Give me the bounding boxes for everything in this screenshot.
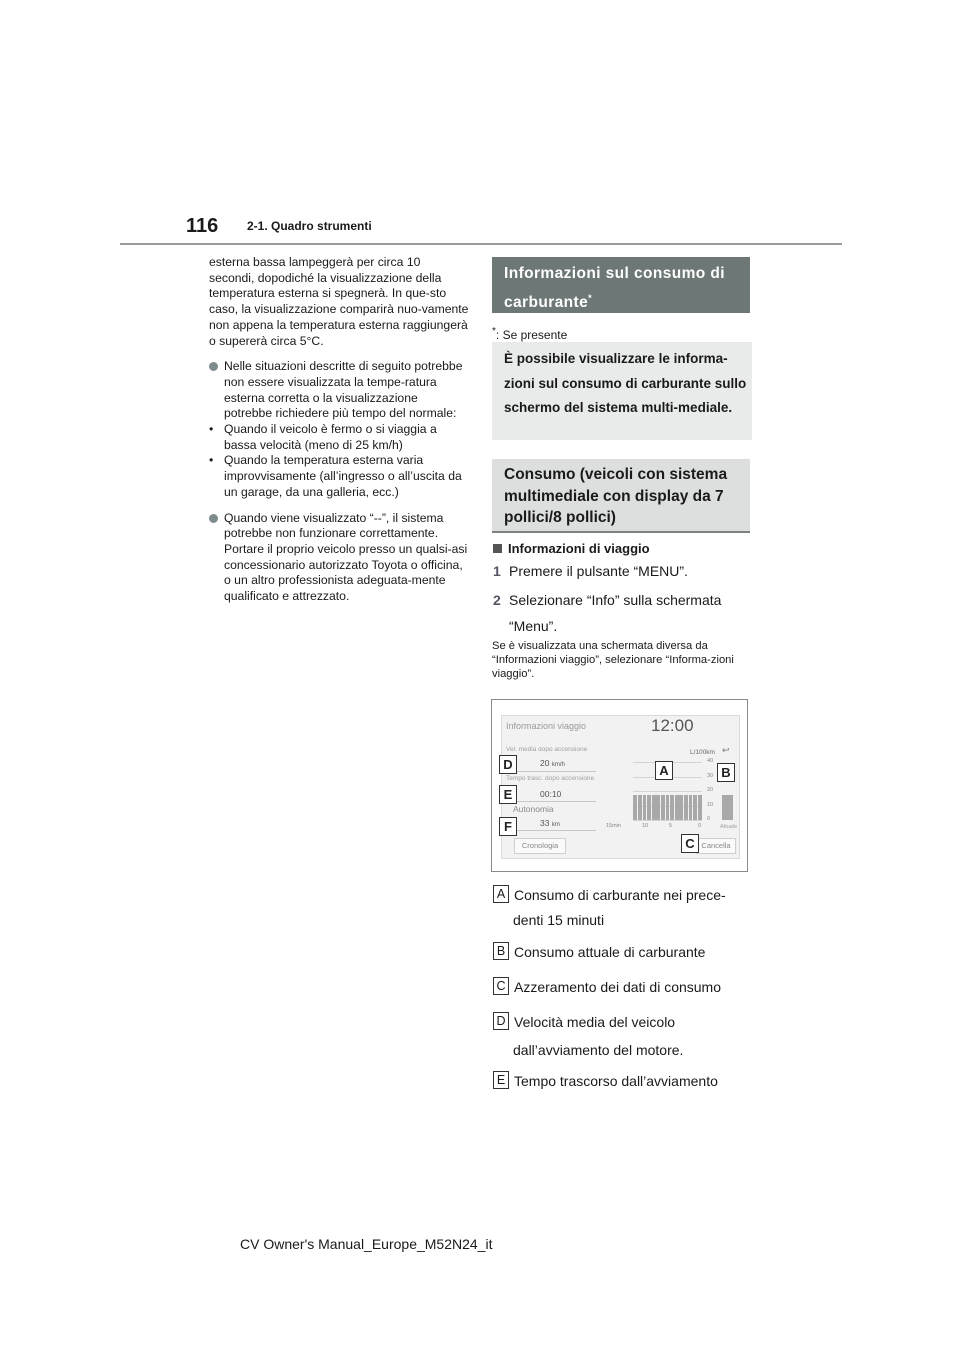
range-value <box>540 818 560 828</box>
separator <box>506 830 596 831</box>
footnote <box>492 326 567 342</box>
chart-bar <box>689 795 693 820</box>
chart-current-bar <box>722 795 733 820</box>
trip-info-screen-figure <box>491 699 748 872</box>
bullet-dot-icon <box>209 514 218 523</box>
clear-button[interactable]: Cancella <box>696 838 736 854</box>
sub-item-1-text: Quando il veicolo è fermo o si viaggia a bassa velocità (meno di 25 km/h) <box>224 422 437 452</box>
footnote-text: : Se presente <box>495 328 568 342</box>
chart-bar <box>666 795 670 820</box>
chart-bar <box>638 795 642 820</box>
chart-y-tick: 0 <box>707 816 711 822</box>
step-1-text: Premere il pulsante “MENU”. <box>509 563 688 579</box>
chart-y-tick: 30 <box>707 772 714 779</box>
history-button[interactable]: Cronologia <box>514 838 566 854</box>
bullet-1-text: Nelle situazioni descritte di seguito potrebbe non essere visualizzata la tempe-ratura esterna corretta o la visualizzazione potrebbe richiedere più tempo del normale: <box>224 359 463 421</box>
range-label: Autonomia <box>513 804 554 814</box>
legend-b <box>493 938 705 967</box>
chart-y-tick: 40 <box>707 758 714 764</box>
callout-a: A <box>655 761 673 780</box>
elapsed-label: Tempo trasc. dopo accensione <box>506 775 595 782</box>
left-column <box>209 255 469 605</box>
chart-bar <box>698 795 702 820</box>
legend-d-continued: dall’avviamento del motore. <box>513 1042 684 1058</box>
screen-title: Informazioni viaggio <box>506 721 587 731</box>
chart-bar <box>679 795 683 820</box>
legend-c-letter: C <box>493 977 509 995</box>
chart-bar <box>693 795 697 820</box>
page-number: 116 <box>186 215 219 237</box>
sub-item-2-text: Quando la temperatura esterna varia improvvisamente (all’ingresso o all’uscita da un garage, da una galleria, ecc.) <box>224 453 462 499</box>
step-1 <box>493 558 729 584</box>
callout-d: D <box>499 755 517 774</box>
step-2-number: 2 <box>493 592 501 608</box>
current-label: Attuale <box>720 824 738 830</box>
info-summary-text: È possibile visualizzare le informa-zioni sul consumo di carburante sullo schermo del sistema multi-mediale. <box>504 351 747 415</box>
consumption-heading: Consumo (veicoli con sistema multimediale con display da 7 pollici/8 pollici) <box>504 466 728 526</box>
legend-d <box>493 1008 675 1037</box>
step-1-number: 1 <box>493 563 501 579</box>
legend-e <box>493 1067 718 1096</box>
fuel-info-heading: Informazioni sul consumo di carburante <box>504 265 725 312</box>
fuel-info-heading-box <box>492 257 750 313</box>
bullet-paragraph-2 <box>209 511 469 605</box>
chart-x-tick: 15min <box>606 823 621 829</box>
screen-clock: 12:00 <box>651 716 694 735</box>
consumption-heading-box <box>492 459 750 533</box>
legend-a <box>493 881 726 910</box>
unit-label: L/100km <box>690 749 715 756</box>
callout-c: C <box>681 834 699 853</box>
step-2 <box>493 587 729 639</box>
legend-c <box>493 973 721 1002</box>
chart-x-tick: 10 <box>642 823 649 829</box>
chart-x-tick: 0 <box>698 823 702 829</box>
footnote-star: * <box>492 326 496 337</box>
legend-a-letter: A <box>493 885 509 903</box>
chart-y-tick: 10 <box>707 801 714 808</box>
chart-gridline <box>633 791 702 792</box>
legend-a-text: Consumo di carburante nei prece- <box>514 887 726 903</box>
asterisk-marker: * <box>588 293 593 303</box>
header-divider <box>120 243 842 245</box>
chart-bar <box>670 795 674 820</box>
footer-doc-id: CV Owner's Manual_Europe_M52N24_it <box>240 1236 493 1252</box>
chart-bar <box>684 795 688 820</box>
multimedia-screen <box>501 715 740 859</box>
square-bullet-icon <box>493 544 502 553</box>
avg-speed-number: 20 <box>540 758 550 768</box>
callout-b: B <box>717 763 735 782</box>
trip-info-heading-text: Informazioni di viaggio <box>508 541 650 556</box>
chart-bar <box>661 795 665 820</box>
elapsed-value: 00:10 <box>540 789 562 799</box>
avg-speed-unit: km/h <box>551 762 565 768</box>
callout-f: F <box>499 817 517 836</box>
sub-bullet-icon: • <box>209 453 214 468</box>
chart-bar <box>633 795 637 820</box>
chart-gridline <box>633 820 702 821</box>
trip-info-heading <box>493 541 650 556</box>
bullet-2-text: Quando viene visualizzato “--”, il sistema potrebbe non funzionare correttamente. Portare il proprio veicolo presso un qualsi-asi concessionario autorizzato Toyota o officina, o un altro professionista adeguata-mente qualificato e attrezzato. <box>224 510 468 604</box>
range-number: 33 <box>540 818 550 828</box>
legend-b-letter: B <box>493 942 509 960</box>
legend-b-text: Consumo attuale di carburante <box>514 944 706 960</box>
legend-d-text: Velocità media del veicolo <box>514 1014 676 1030</box>
chart-bar <box>643 795 647 820</box>
callout-e: E <box>499 785 517 804</box>
step-2-text: Selezionare “Info” sulla schermata “Menu”. <box>509 592 722 634</box>
back-arrow-icon[interactable]: ↩ <box>722 745 730 755</box>
separator <box>506 771 596 772</box>
legend-d-letter: D <box>493 1012 509 1030</box>
chart-bar <box>656 795 660 820</box>
legend-e-letter: E <box>493 1071 509 1089</box>
screen-note: Se è visualizzata una schermata diversa da “Informazioni viaggio”, selezionare “Informa-zioni viaggio”. <box>492 640 734 680</box>
bullet-dot-icon <box>209 362 218 371</box>
chart-bar <box>675 795 679 820</box>
chart-bar <box>647 795 651 820</box>
legend-a-continued: denti 15 minuti <box>513 912 605 928</box>
bullet-paragraph-1 <box>209 359 469 422</box>
chart-y-tick: 20 <box>707 787 714 793</box>
legend-e-text: Tempo trascorso dall’avviamento <box>514 1073 718 1089</box>
range-unit: km <box>551 822 560 828</box>
chart-x-tick: 5 <box>669 823 673 829</box>
separator <box>506 801 596 802</box>
chart-bar <box>652 795 656 820</box>
intro-paragraph: esterna bassa lampeggerà per circa 10 secondi, dopodiché la visualizzazione della temperatura esterna si spegnerà. In que-sto caso, la visualizzazione comparirà nuo-vamente non appena la temperatura esterna raggiungerà o supererà circa 5°C. <box>209 255 469 348</box>
info-summary-box <box>492 342 752 440</box>
legend-c-text: Azzeramento dei dati di consumo <box>514 979 721 995</box>
avg-speed-value <box>540 758 565 768</box>
avg-speed-label: Vel. media dopo accensione <box>506 746 588 753</box>
sub-item-1 <box>209 422 469 453</box>
section-title: 2-1. Quadro strumenti <box>247 219 372 233</box>
sub-item-2 <box>209 453 469 500</box>
sub-bullet-icon: • <box>209 422 214 437</box>
